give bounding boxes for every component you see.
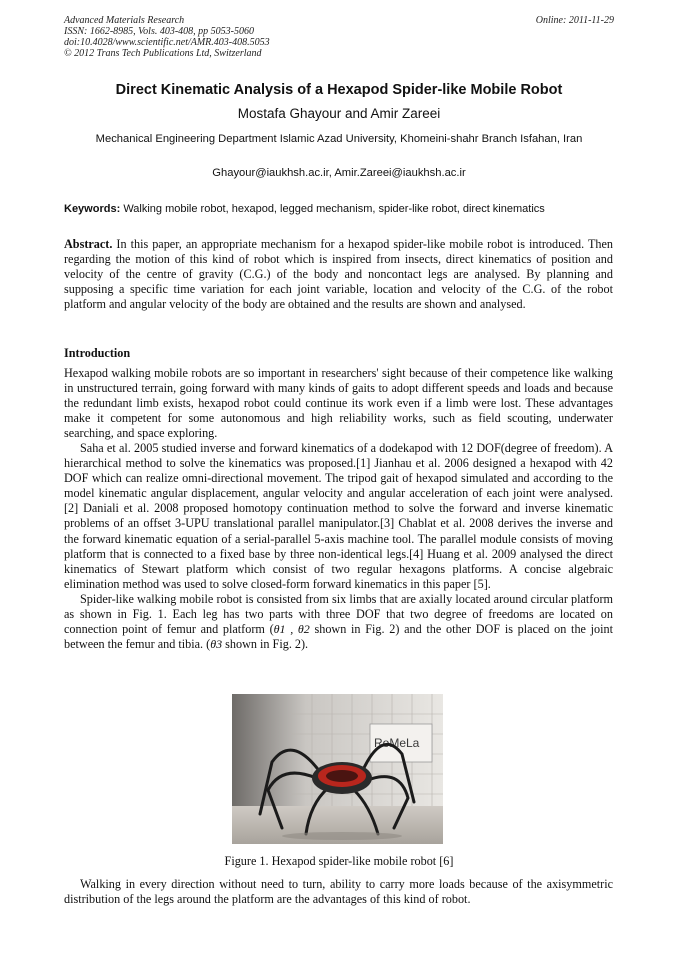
issn-line: ISSN: 1662-8985, Vols. 403-408, pp 5053-5060 — [64, 26, 254, 37]
intro-paragraph-3 — [64, 592, 613, 652]
intro-paragraph-2: Saha et al. 2005 studied inverse and forward kinematics of a dodekapod with 12 DOF(degree of freedom). A hierarchical method to solve the kinematics was proposed.[1] Jianhau et al. 2006 designed a hexapod with 42 DOF which can realize omni-directional movement. The tripod gait of hexapod simulated and according to the model kinematic angular displacement, angular velocity and angular acceleration of each joint were analysed.[2] Daniali et al. 2008 proposed homotopy continuation method to solve the forward and inverse kinematic problems of an offset 3-UPU translational parallel manipulator.[3] Chablat et al. 2008 derives the inverse and the forward kinematic equation of a serial-parallel 5-axis machine tool. The parallel module consists of moving platform that is connected to a fixed base by three non-identical legs.[4] Huang et al. 2009 analysed the direct kinematics of Stewart platform which consist of two regular hexagons platforms. A concise algebraic elimination method was used to solve closed-form forward kinematics in this paper [5]. — [64, 441, 613, 591]
theta-3: θ3 — [210, 636, 223, 651]
introduction-body — [64, 366, 613, 652]
abstract — [64, 237, 613, 312]
romela-sign-text: RoMeLa — [374, 736, 420, 750]
author-emails: Ghayour@iaukhsh.ac.ir, Amir.Zareei@iaukhsh.ac.ir — [212, 167, 466, 179]
doi-line: doi:10.4028/www.scientific.net/AMR.403-408.5053 — [64, 37, 270, 48]
abstract-label: Abstract. — [64, 237, 113, 251]
affiliation: Mechanical Engineering Department Islamic Azad University, Khomeini-shahr Branch Isfahan, Iran — [95, 133, 583, 145]
copyright-line: © 2012 Trans Tech Publications Ltd, Switzerland — [64, 48, 262, 59]
introduction-heading: Introduction — [64, 346, 131, 360]
keywords-text: Walking mobile robot, hexapod, legged mechanism, spider-like robot, direct kinematics — [123, 203, 545, 215]
robot-photo — [232, 694, 443, 844]
journal-name: Advanced Materials Research — [64, 15, 185, 26]
intro-paragraph-3-c: shown in Fig. 2). — [222, 636, 309, 651]
keywords-label: Keywords: — [64, 203, 121, 215]
keywords — [64, 203, 624, 215]
abstract-text: In this paper, an appropriate mechanism for a hexapod spider-like mobile robot is introduced. Then regarding the motion of this kind of robot which is inspired from insects, direct kinematics of position and velocity of the centre of gravity (C.G.) of the body and noncontact legs are analysed. By planning and supposing a specific time variation for each joint variable, location and velocity of the C.G. of the robot platform and angular velocity of the body are obtained and the results are shown and analysed. — [64, 237, 613, 312]
journal-header — [64, 15, 614, 59]
authors: Mostafa Ghayour and Amir Zareei — [237, 106, 441, 121]
figure-caption: Figure 1. Hexapod spider-like mobile robot [6] — [224, 854, 454, 868]
theta-1-2: θ1 , θ2 — [273, 621, 310, 636]
intro-paragraph-1: Hexapod walking mobile robots are so important in researchers' sight because of their competence like walking in unstructured terrain, going forward with many kinds of gaits to adopt different speeds and loads and because the redundant limb exists, hexapod robot could continue its work even if a limb were lost. These advantages make it competent for some autonomous and high reliability works, such as field scouting, underwater searching, and space exploring. — [64, 366, 613, 441]
intro-paragraph-3-b: shown in Fig. 2) and the other DOF is placed on the joint between the femur and tibia. ( — [64, 621, 614, 651]
paper-title: Direct Kinematic Analysis of a Hexapod Spider-like Mobile Robot — [115, 82, 563, 98]
final-paragraph: Walking in every direction without need to turn, ability to carry more loads because of the axisymmetric distribution of the legs around the platform are the advantages of this kind of robot. — [64, 877, 613, 907]
online-date: Online: 2011-11-29 — [535, 15, 614, 26]
intro-paragraph-3-a: Spider-like walking mobile robot is consisted from six limbs that are axially located around circular platform as shown in Fig. 1. Each leg has two parts with three DOF that two degree of freedoms are located on connection point of femur and platform ( — [64, 591, 613, 636]
